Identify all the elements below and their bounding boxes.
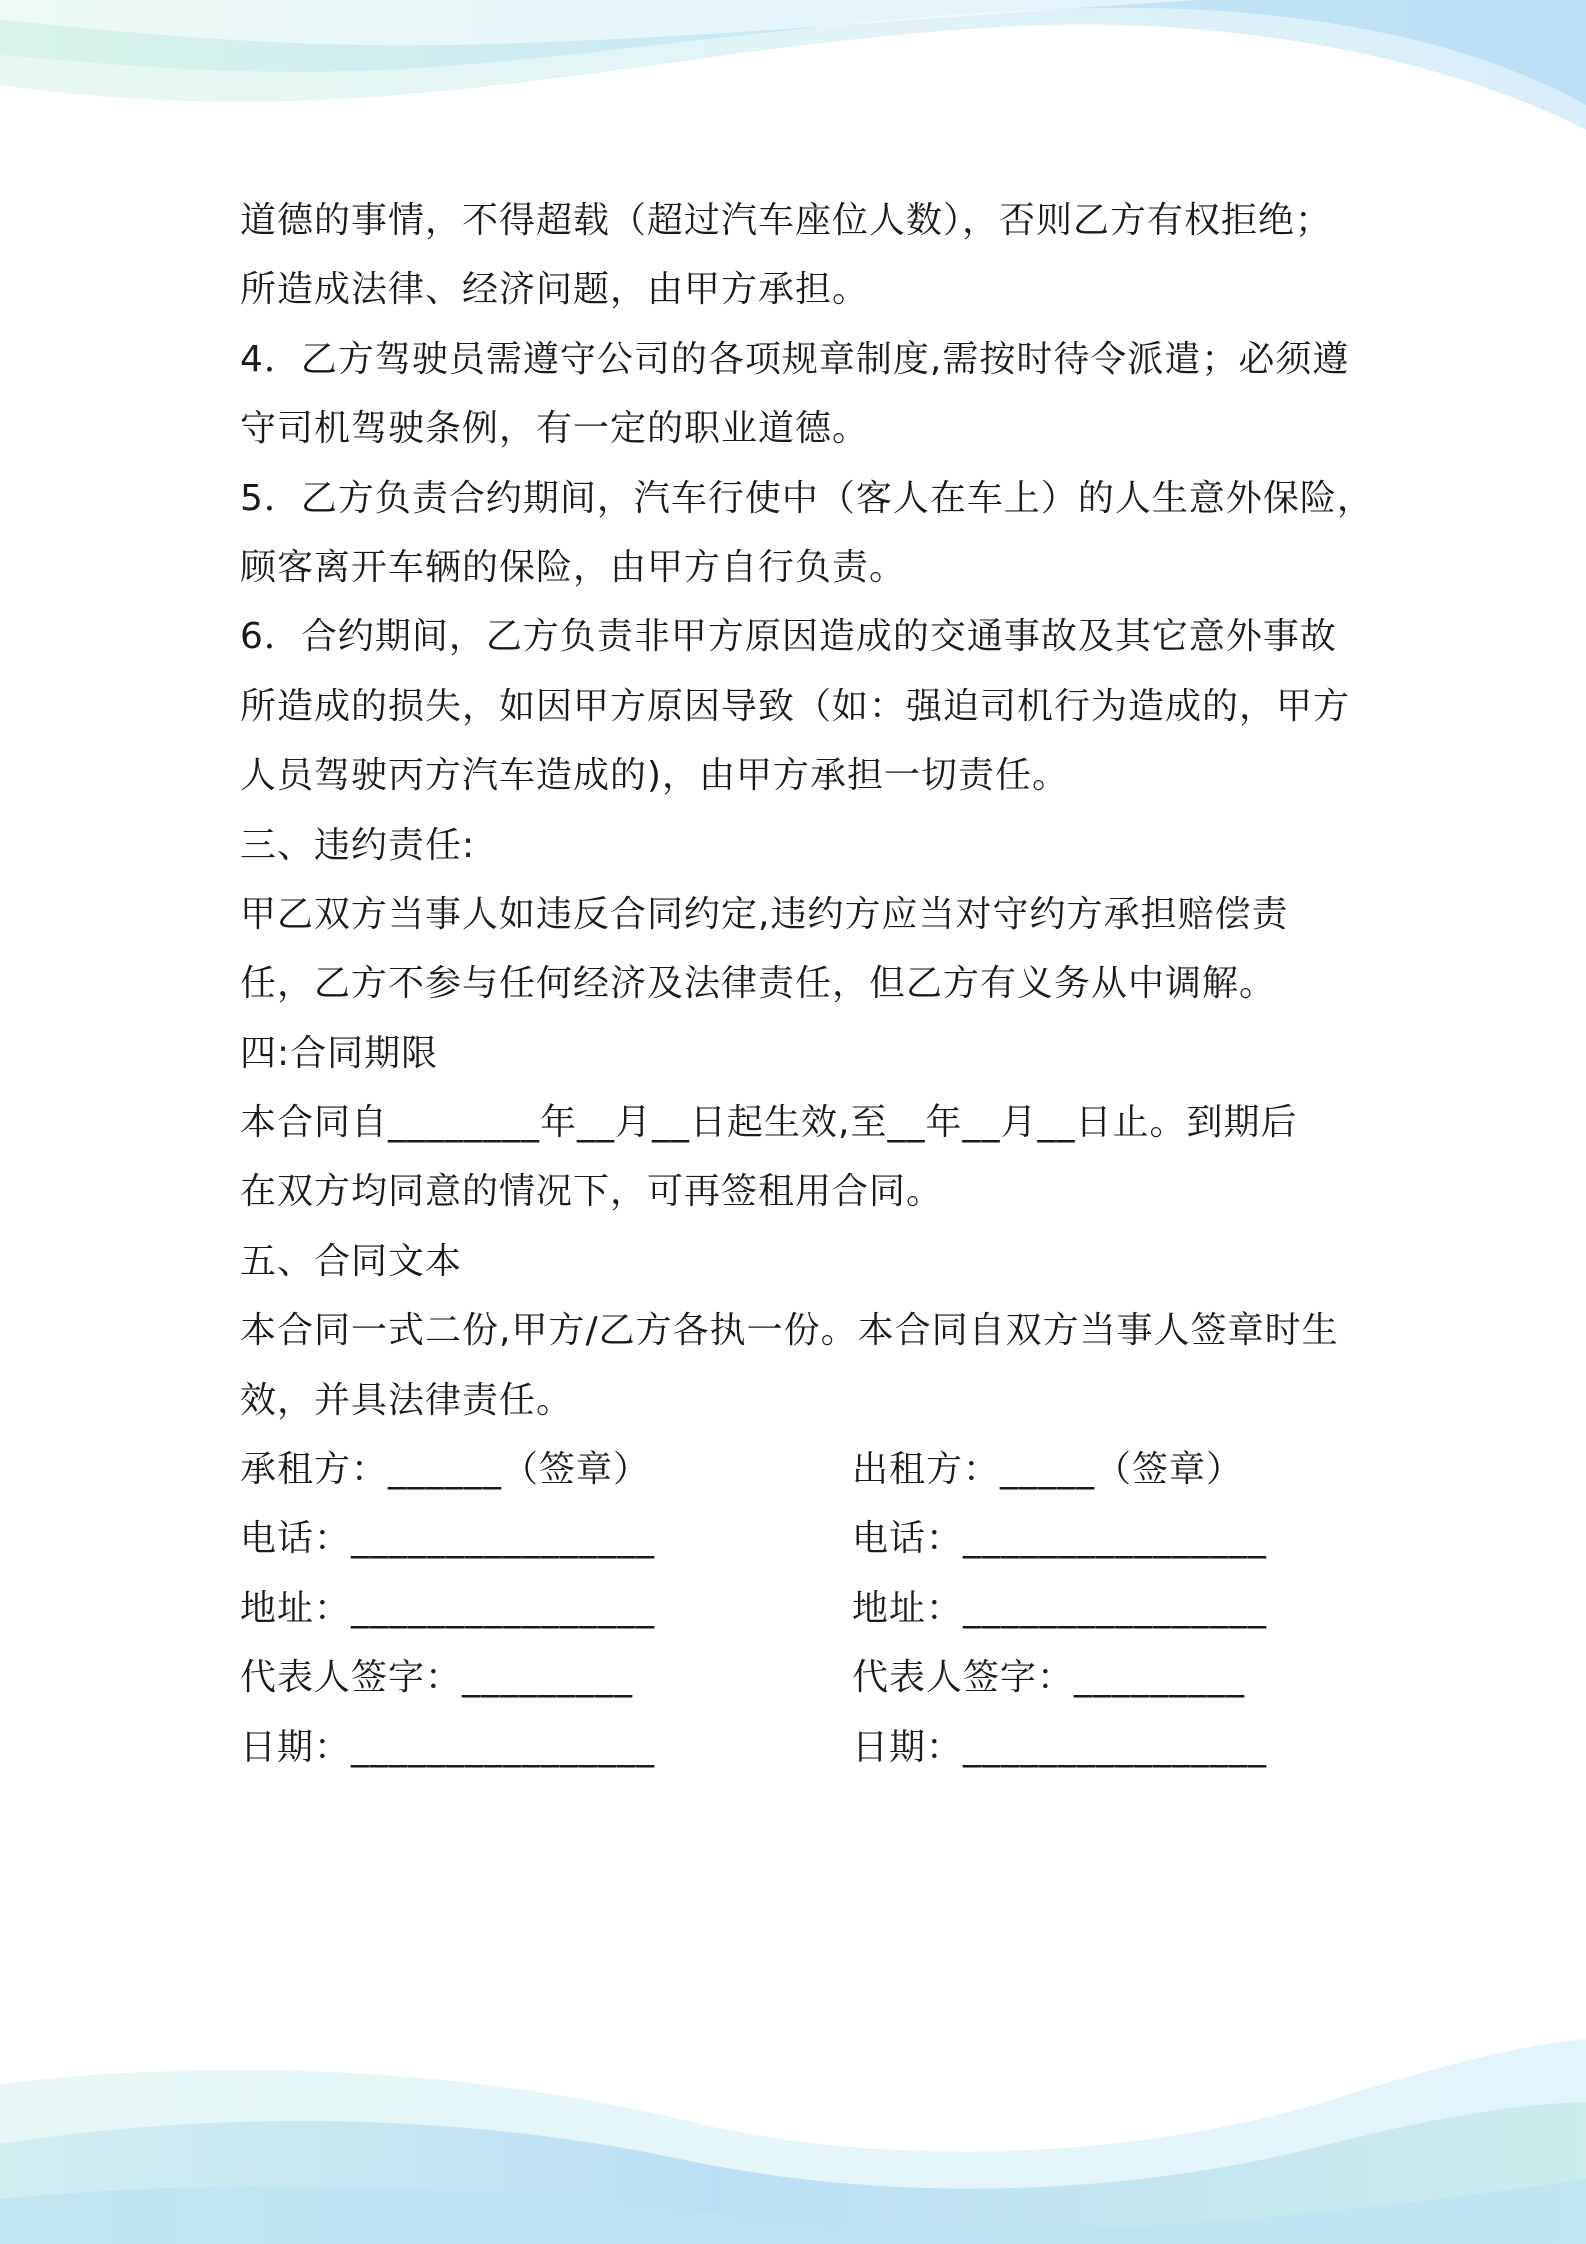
- body-line: 人员驾驶丙方汽车造成的)，由甲方承担一切责任。: [240, 755, 1070, 797]
- lessor-seal: 出租方：_____（签章）: [852, 1449, 1244, 1491]
- signature-row: [240, 1504, 1350, 1573]
- signature-block: [240, 1435, 1350, 1782]
- top-wave-decoration: [0, 0, 1586, 190]
- signature-row: [240, 1435, 1350, 1504]
- body-line: 所造成法律、经济问题，由甲方承担。: [240, 269, 870, 311]
- section-heading-term: 四:合同期限: [240, 1032, 439, 1074]
- lessee-date: 日期：________________: [240, 1726, 656, 1768]
- lessor-address: 地址：________________: [852, 1587, 1268, 1629]
- signature-row: [240, 1643, 1350, 1712]
- body-line: 效，并具法律责任。: [240, 1379, 574, 1421]
- body-line: 任，乙方不参与任何经济及法律责任，但乙方有义务从中调解。: [240, 963, 1277, 1005]
- clause-5: 5．乙方负责合约期间，汽车行使中（客人在车上）的人生意外保险，: [240, 477, 1374, 519]
- body-line: 所造成的损失，如因甲方原因导致（如：强迫司机行为造成的，甲方: [240, 685, 1351, 727]
- body-line: 道德的事情，不得超载（超过汽车座位人数），否则乙方有权拒绝；: [240, 200, 1333, 241]
- lessee-representative: 代表人签字：_________: [240, 1657, 634, 1699]
- lessor-date: 日期：________________: [852, 1726, 1268, 1768]
- lessor-phone: 电话：________________: [852, 1518, 1268, 1560]
- signature-row: [240, 1574, 1350, 1643]
- body-line: 守司机驾驶条例，有一定的职业道德。: [240, 408, 870, 450]
- clause-4: 4．乙方驾驶员需遵守公司的各项规章制度,需按时待令派遣；必须遵: [240, 338, 1350, 380]
- body-line: 顾客离开车辆的保险，由甲方自行负责。: [240, 546, 907, 588]
- bottom-wave-decoration: [0, 1944, 1586, 2244]
- lessee-phone: 电话：________________: [240, 1518, 656, 1560]
- lessee-seal: 承租方：______（签章）: [240, 1449, 651, 1491]
- section-heading-breach: 三、违约责任:: [240, 824, 476, 866]
- body-line: 在双方均同意的情况下，可再签租用合同。: [240, 1171, 944, 1213]
- signature-row: [240, 1713, 1350, 1782]
- contract-body: [240, 186, 1374, 1782]
- section-heading-text: 五、合同文本: [240, 1240, 463, 1282]
- lessor-representative: 代表人签字：_________: [852, 1657, 1246, 1699]
- body-line: 甲乙双方当事人如违反合同约定,违约方应当对守约方承担赔偿责: [240, 893, 1289, 935]
- lessee-address: 地址：________________: [240, 1587, 656, 1629]
- clause-6: 6．合约期间，乙方负责非甲方原因造成的交通事故及其它意外事故: [240, 616, 1337, 658]
- body-line: 本合同自________年__月__日起生效,至__年__月__日止。到期后: [240, 1102, 1298, 1144]
- body-line: 本合同一式二份,甲方/乙方各执一份。本合同自双方当事人签章时生: [240, 1310, 1339, 1352]
